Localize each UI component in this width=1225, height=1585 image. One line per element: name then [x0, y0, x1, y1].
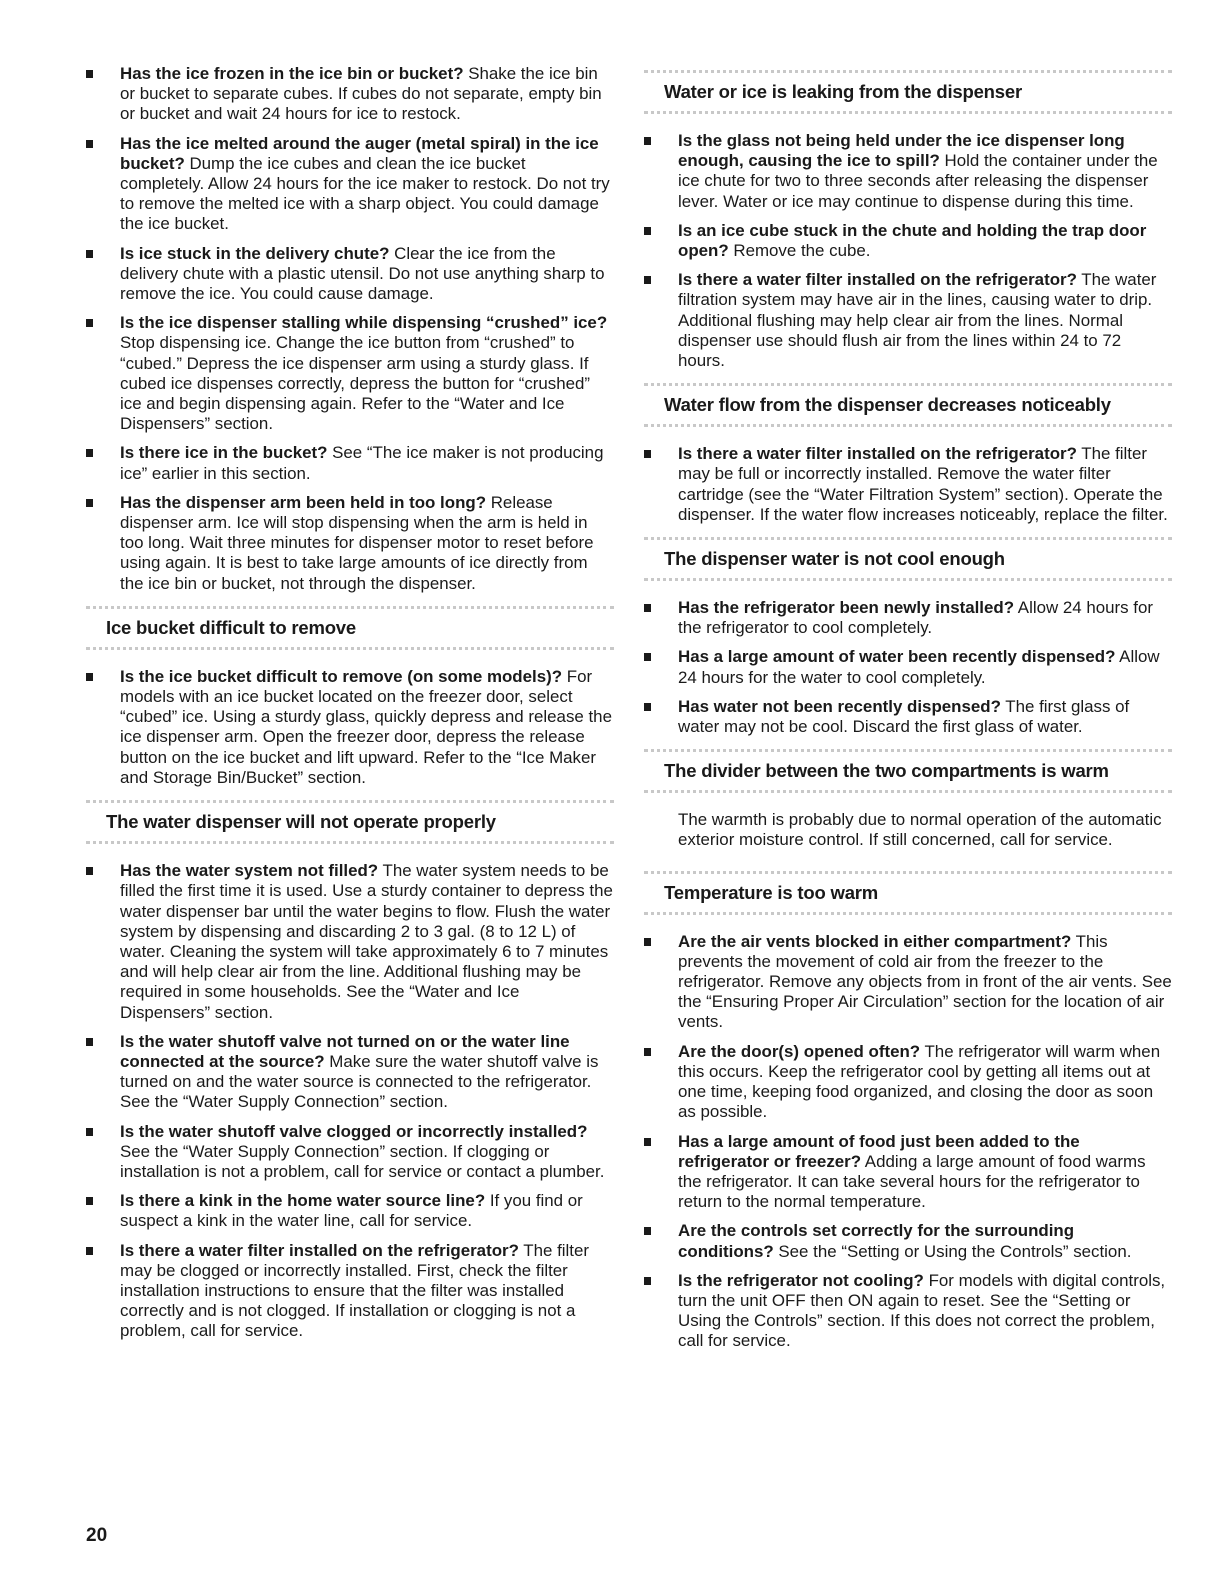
square-bullet-icon — [86, 1197, 93, 1205]
troubleshooting-item — [86, 313, 614, 434]
answer-text: See the “Water Supply Connection” section. If clogging or installation is not a problem, call for service or contact a plumber. — [120, 1141, 605, 1181]
square-bullet-icon — [644, 1277, 651, 1285]
question-text: Is the glass not being held under the ice dispenser long enough, causing the ice to spill? — [678, 131, 1125, 171]
square-bullet-icon — [644, 1227, 651, 1235]
troubleshooting-item — [86, 443, 614, 483]
page-number: 20 — [86, 1525, 108, 1546]
troubleshooting-item — [644, 1042, 1172, 1123]
square-bullet-icon — [644, 227, 651, 235]
answer-text: Make sure the water shutoff valve is turned on and the water source is connected to the refrigerator. See the “Water Supply Connection” section. — [120, 1051, 599, 1112]
square-bullet-icon — [86, 499, 93, 507]
answer-text: The water filtration system may have air in the lines, causing water to drip. Additional flushing may help clear air from the lines. Normal dispenser use should flush air from the lines within 24 to 72 hours. — [678, 270, 1157, 371]
question-text: Is the ice bucket difficult to remove (on some models)? — [120, 666, 563, 686]
section-heading: Water or ice is leaking from the dispenser — [644, 70, 1172, 114]
troubleshooting-item — [86, 1122, 614, 1183]
square-bullet-icon — [644, 703, 651, 711]
question-text: Is the water shutoff valve clogged or incorrectly installed? — [120, 1121, 588, 1141]
section-heading: Water flow from the dispenser decreases noticeably — [644, 383, 1172, 427]
paragraph: The warmth is probably due to normal operation of the automatic exterior moisture control. If still concerned, call for service. — [678, 810, 1162, 850]
question-text: Is there a kink in the home water source line? — [120, 1191, 486, 1211]
troubleshooting-item — [644, 1221, 1172, 1261]
answer-text: See “The ice maker is not producing ice” earlier in this section. — [120, 443, 604, 483]
troubleshooting-item — [644, 932, 1172, 1033]
section-heading: The divider between the two compartments is warm — [644, 749, 1172, 793]
troubleshooting-item — [644, 697, 1172, 737]
answer-text: For models with digital controls, turn the unit OFF then ON again to reset. See the “Setting or Using the Controls” section. If this does not correct the problem, call for service. — [678, 1270, 1166, 1351]
troubleshooting-item — [644, 647, 1172, 687]
answer-text: Remove the cube. — [728, 241, 871, 261]
answer-text: Adding a large amount of food warms the refrigerator. It can take several hours for the refrigerator to return to the normal temperature. — [678, 1151, 1146, 1212]
answer-text: Allow 24 hours for the refrigerator to cool completely. — [678, 598, 1153, 638]
answer-text: This prevents the movement of cold air from the freezer to the refrigerator. Remove any objects from in front of the air vents. See the “Ensuring Proper Air Circulation” section for the location of air vents. — [678, 931, 1172, 1032]
question-text: Has the ice frozen in the ice bin or bucket? — [120, 64, 464, 83]
troubleshooting-item — [644, 131, 1172, 212]
question-text: Has the dispenser arm been held in too long? — [120, 492, 487, 512]
question-text: Are the controls set correctly for the surrounding conditions? — [678, 1221, 1075, 1261]
troubleshooting-item — [644, 1132, 1172, 1213]
square-bullet-icon — [86, 449, 93, 457]
square-bullet-icon — [644, 653, 651, 661]
answer-text: The filter may be clogged or incorrectly installed. First, check the filter installation instructions to ensure that the filter was installed correctly and is not clogged. If installation or clogging is not a problem, call for service. — [120, 1240, 590, 1341]
square-bullet-icon — [86, 319, 93, 327]
troubleshooting-item — [644, 221, 1172, 261]
answer-text: If you find or suspect a kink in the water line, call for service. — [120, 1191, 583, 1231]
square-bullet-icon — [86, 673, 93, 681]
troubleshooting-item — [86, 134, 614, 235]
square-bullet-icon — [644, 1048, 651, 1056]
section-heading: The dispenser water is not cool enough — [644, 537, 1172, 581]
answer-text: Hold the container under the ice chute for two to three seconds after releasing the dispenser lever. Water or ice may continue to dispense during this time. — [678, 151, 1158, 211]
square-bullet-icon — [644, 1138, 651, 1146]
question-text: Is there ice in the bucket? — [120, 443, 328, 463]
answer-text: The water system needs to be filled the first time it is used. Use a sturdy container to depress the water dispenser bar until the water begins to flow. Flush the water system by dispensing and discarding 2 to 3 gal. (8 to 12 L) of water. Cleaning the system will take approximately 6 to 7 minutes and will help clear air from the line. Additional flushing may be required in some households. See the “Water and Ice Dispensers” section. — [120, 861, 613, 1022]
answer-text: Allow 24 hours for the water to cool completely. — [678, 647, 1160, 687]
question-text: Has water not been recently dispensed? — [678, 696, 1001, 716]
answer-text: Release dispenser arm. Ice will stop dispensing when the arm is held in too long. Wait three minutes for dispenser motor to reset before using again. It is best to take large amounts of ice directly from the ice bin or bucket, not through the dispenser. — [120, 492, 594, 593]
question-text: Are the air vents blocked in either compartment? — [678, 931, 1072, 951]
question-text: Is ice stuck in the delivery chute? — [120, 243, 390, 263]
question-text: Is the refrigerator not cooling? — [678, 1270, 924, 1290]
square-bullet-icon — [86, 1247, 93, 1255]
answer-text: See the “Setting or Using the Controls” section. — [773, 1241, 1132, 1261]
answer-text: The filter may be full or incorrectly installed. Remove the water filter cartridge (see the “Water Filtration System” section). Operate the dispenser. If the water flow increases noticeably, replace the filter. — [678, 444, 1168, 524]
left-column — [86, 64, 614, 1351]
square-bullet-icon — [86, 140, 93, 148]
question-text: Has a large amount of water been recently dispensed? — [678, 647, 1116, 667]
troubleshooting-item — [86, 1191, 614, 1231]
question-text: Has the ice melted around the auger (metal spiral) in the ice bucket? — [120, 133, 599, 173]
square-bullet-icon — [644, 604, 651, 612]
square-bullet-icon — [644, 938, 651, 946]
question-text: Is there a water filter installed on the refrigerator? — [120, 1240, 519, 1260]
square-bullet-icon — [86, 1038, 93, 1046]
answer-text: The refrigerator will warm when this occurs. Keep the refrigerator cool by getting all items out at one time, keeping food organized, and closing the door as soon as possible. — [678, 1041, 1161, 1122]
answer-text: Shake the ice bin or bucket to separate cubes. If cubes do not separate, empty bin or bucket and wait 24 hours for ice to restock. — [120, 64, 602, 124]
section-heading: Ice bucket difficult to remove — [86, 606, 614, 650]
answer-text: Dump the ice cubes and clean the ice bucket completely. Allow 24 hours for the ice maker to restock. Do not try to remove the melted ice with a sharp object. You could damage the ice bucket. — [120, 153, 610, 234]
answer-text: The first glass of water may not be cool. Discard the first glass of water. — [678, 696, 1130, 737]
question-text: Has a large amount of food just been added to the refrigerator or freezer? — [678, 1131, 1080, 1171]
question-text: Has the refrigerator been newly installed? — [678, 598, 1015, 618]
troubleshooting-item — [86, 1032, 614, 1113]
square-bullet-icon — [644, 276, 651, 284]
troubleshooting-item — [644, 598, 1172, 638]
troubleshooting-item — [86, 861, 614, 1023]
question-text: Is there a water filter installed on the refrigerator? — [678, 444, 1077, 464]
answer-text: For models with an ice bucket located on the freezer door, select “cubed” ice. Using a sturdy glass, quickly depress and release the ice dispenser arm. Open the freezer door, depress the release button on the ice bucket and lift upward. Refer to the “Ice Maker and Storage Bin/Bucket” section. — [120, 666, 612, 787]
answer-text: Clear the ice from the delivery chute with a plastic utensil. Do not use anything sharp to remove the ice. You could cause damage. — [120, 243, 605, 304]
answer-text: Stop dispensing ice. Change the ice button from “crushed” to “cubed.” Depress the ice dispenser arm using a sturdy glass. If cubed ice dispenses correctly, depress the button for “crushed” ice and begin dispensing again. Refer to the “Water and Ice Dispensers” section. — [120, 333, 591, 434]
troubleshooting-item — [86, 64, 614, 125]
section-heading: Temperature is too warm — [644, 871, 1172, 915]
question-text: Is the water shutoff valve not turned on or the water line connected at the source? — [120, 1031, 570, 1071]
question-text: Is there a water filter installed on the refrigerator? — [678, 270, 1077, 290]
question-text: Has the water system not filled? — [120, 861, 379, 881]
troubleshooting-item — [86, 1241, 614, 1342]
question-text: Is an ice cube stuck in the chute and holding the trap door open? — [678, 220, 1147, 261]
right-column — [644, 70, 1172, 1361]
troubleshooting-item — [86, 244, 614, 305]
square-bullet-icon — [644, 137, 651, 145]
troubleshooting-item — [644, 1271, 1172, 1352]
square-bullet-icon — [86, 250, 93, 258]
troubleshooting-item — [644, 444, 1172, 525]
square-bullet-icon — [86, 867, 93, 875]
troubleshooting-item — [86, 493, 614, 594]
square-bullet-icon — [644, 450, 651, 458]
square-bullet-icon — [86, 70, 93, 78]
square-bullet-icon — [86, 1128, 93, 1136]
troubleshooting-item — [644, 270, 1172, 371]
section-heading: The water dispenser will not operate properly — [86, 800, 614, 844]
question-text: Are the door(s) opened often? — [678, 1041, 921, 1061]
troubleshooting-item — [86, 667, 614, 788]
question-text: Is the ice dispenser stalling while dispensing “crushed” ice? — [120, 313, 608, 333]
